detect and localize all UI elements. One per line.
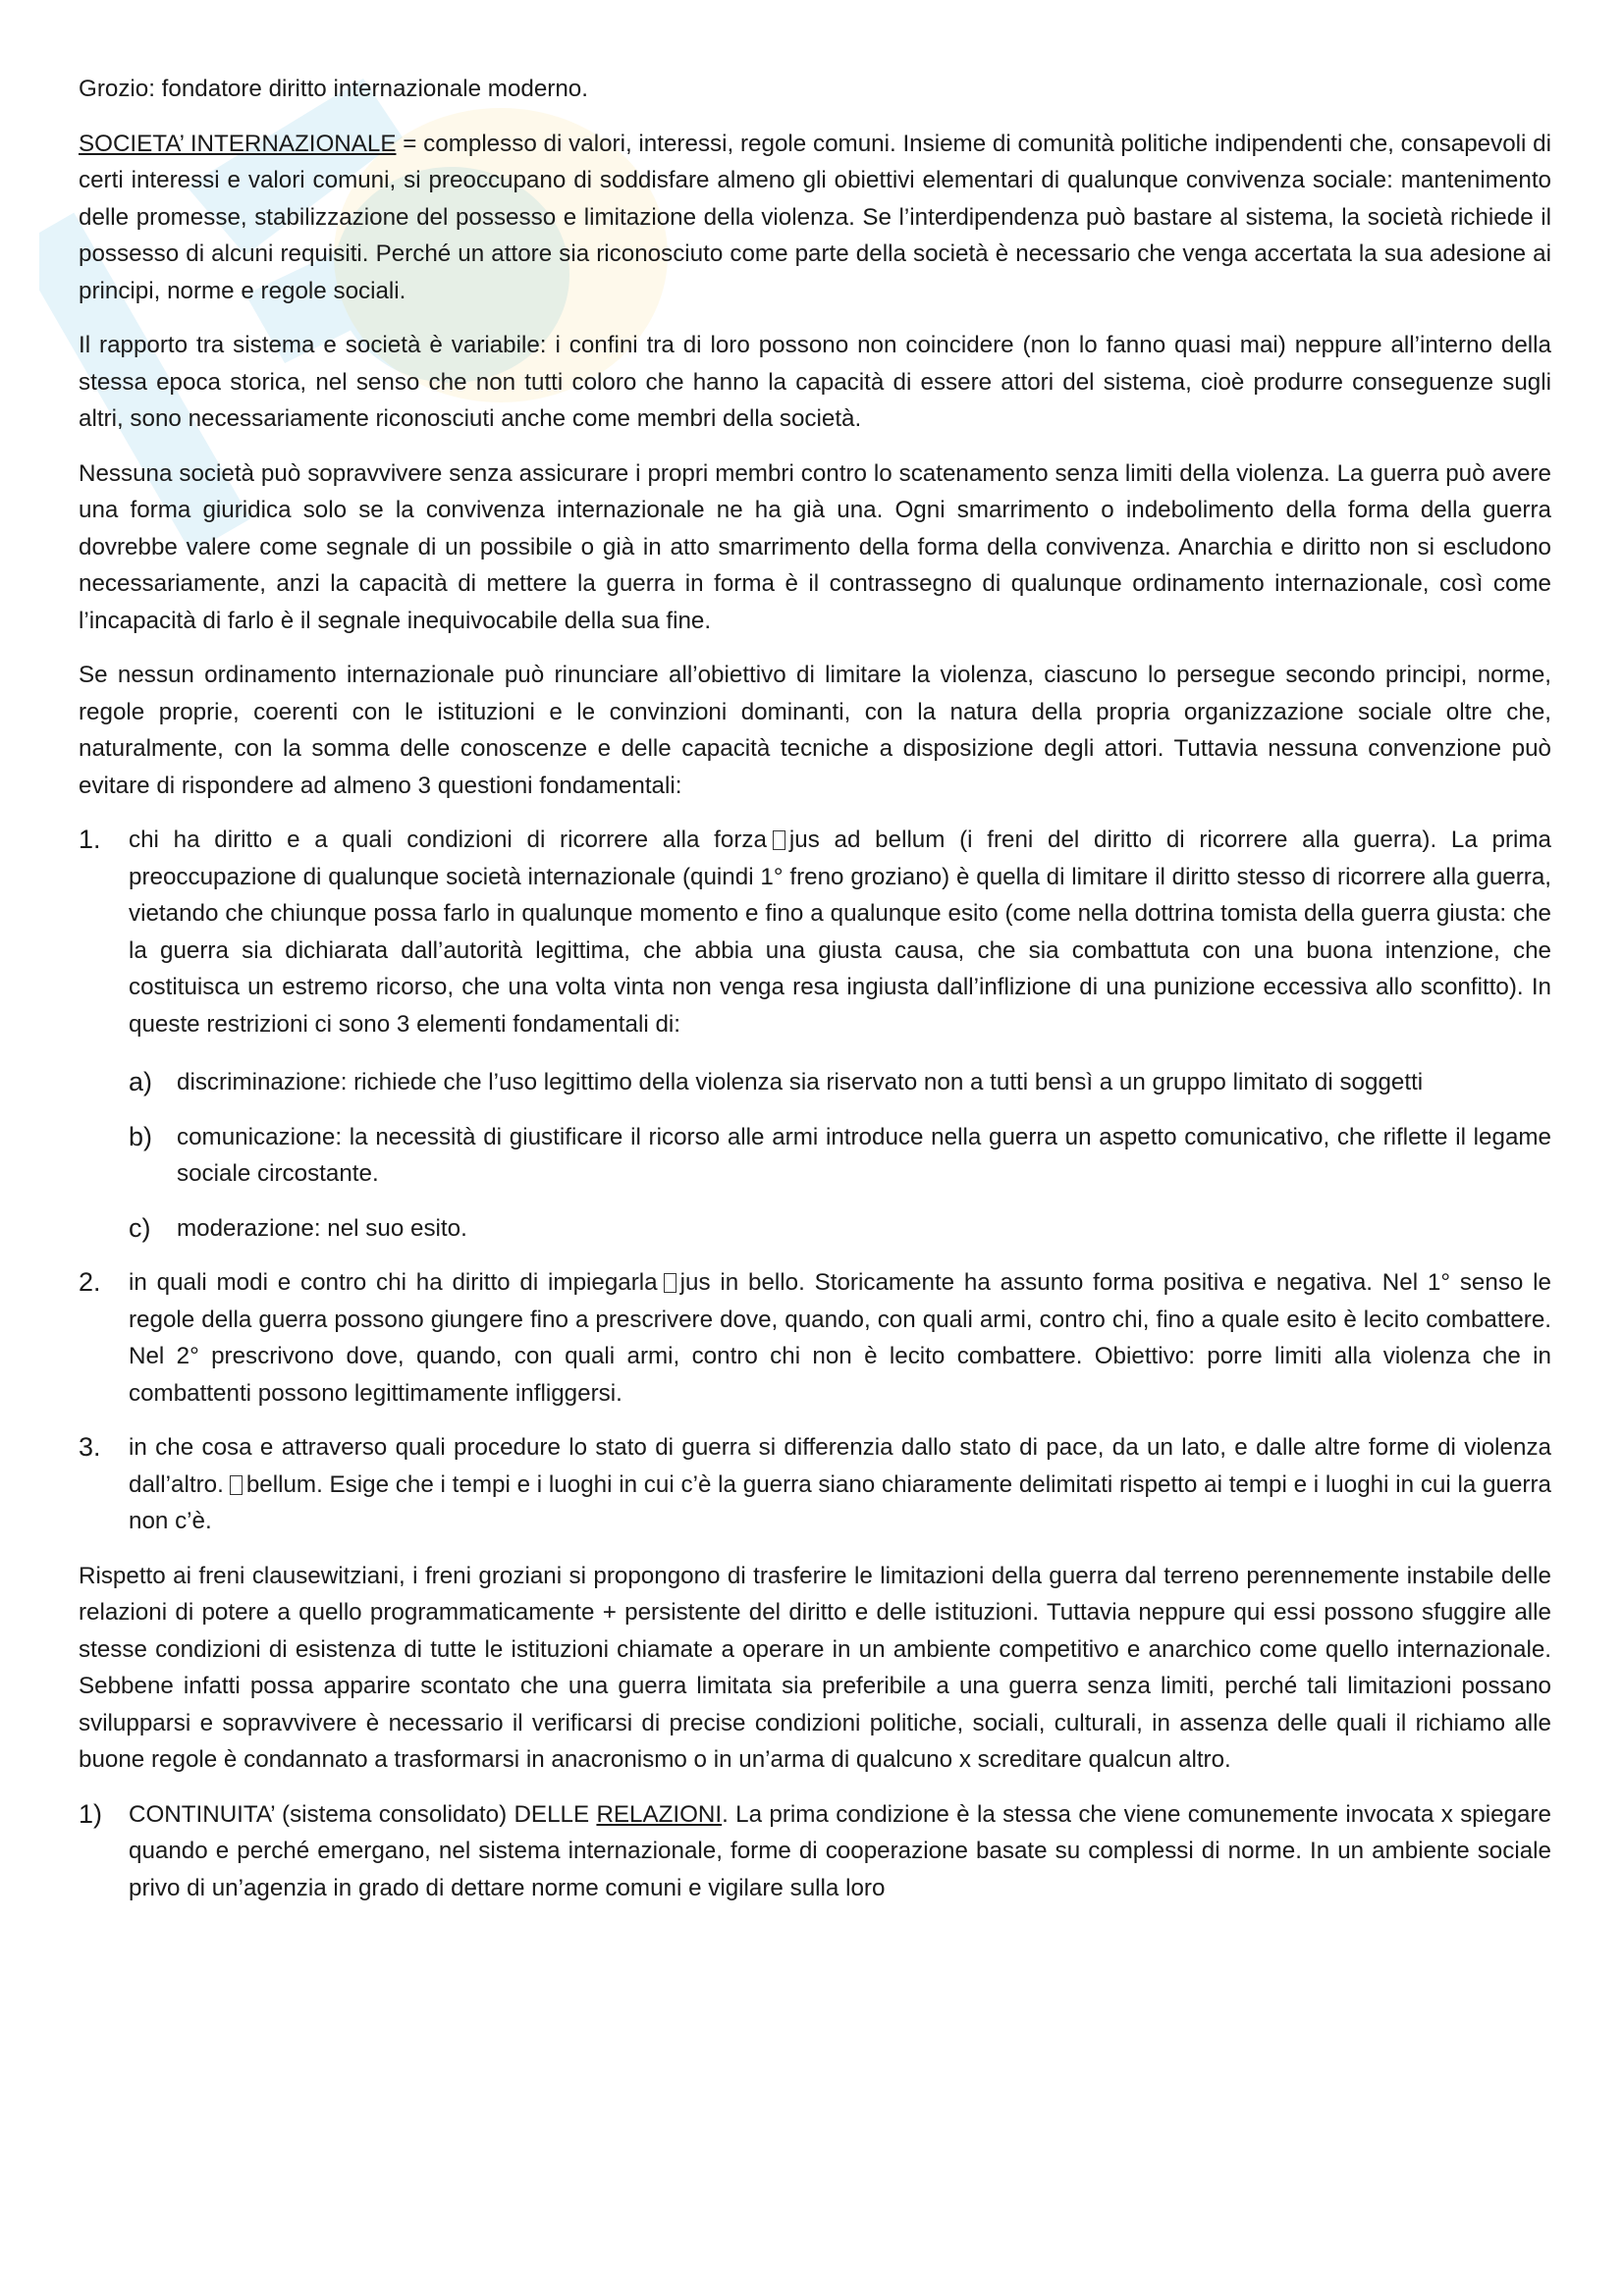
- question-1-text-b: jus ad bellum (i freni del diritto di ricorrere alla guerra). La prima preoccupazione di qualunque società internazionale (quindi 1° freno groziano) è quella di limitare il diritto stesso di ricorrere alla guerra, vietando che chiunque possa farlo in qualunque momento e fino a qualunque esito (come nella dottrina tomista della guerra giusta: che la guerra sia dichiarata dall’autorità legittima, che abbia una giusta causa, che sia combattuta con una buona intenzione, che costituisca un estremo ricorso, che una volta vinta non venga resa ingiusta dall’inflizione di una punizione eccessiva allo sconfitto). In queste restrizioni ci sono 3 elementi fondamentali di:: [129, 827, 1551, 1038]
- term-relazioni: RELAZIONI: [596, 1800, 723, 1828]
- question-3-text: [129, 1429, 1551, 1540]
- paragraph-societa-text: = complesso di valori, interessi, regole comuni. Insieme di comunità politiche indipendenti che, consapevoli di certi interessi e valori comuni, si preoccupano di soddisfare almeno gli obiettivi elementari di qualunque convivenza sociale: mantenimento delle promesse, stabilizzazione del possesso e limitazione della violenza. Se l’interdipendenza può bastare al sistema, la società richiede il possesso di alcuni requisiti. Perché un attore sia riconosciuto come parte della società è necessario che venga accertata la sua adesione ai principi, norme e regole sociali.: [79, 130, 1552, 304]
- sub-item-c-text: moderazione: nel suo esito.: [177, 1214, 467, 1242]
- sub-list: [129, 1064, 1551, 1247]
- sub-item-a-marker: a): [129, 1067, 153, 1096]
- paragraph-violenza: Nessuna società può sopravvivere senza assicurare i propri membri contro lo scatenamento senza limiti della violenza. La guerra può avere una forma giuridica solo se la convivenza internazionale ne ha già una. Ogni smarrimento o indebolimento della forma della guerra dovrebbe valere come segnale di un possibile o già in atto smarrimento della forma della convivenza. Anarchia e diritto non si escludono necessariamente, anzi la capacità di mettere la guerra in forma è il contrassegno di qualunque ordinamento internazionale, così come l’incapacità di farlo è il segnale inequivocabile della sua fine.: [79, 459, 1551, 634]
- sub-item-b: [129, 1119, 1551, 1193]
- question-1-text-a: chi ha diritto e a quali condizioni di ricorrere alla forza: [129, 827, 767, 853]
- condition-1-marker: 1): [79, 1798, 103, 1829]
- paragraph-ordinamento: Se nessun ordinamento internazionale può rinunciare all’obiettivo di limitare la violenza, ciascuno lo persegue secondo principi, norme, regole proprie, coerenti con le istituzioni e le convinzioni dominanti, con la natura della propria organizzazione sociale oltre che, naturalmente, con la somma delle conoscenze e delle capacità tecniche a disposizione degli attori. Tuttavia nessuna convenzione può evitare di rispondere ad almeno 3 questioni fondamentali:: [79, 662, 1551, 799]
- sub-item-b-text: comunicazione: la necessità di giustificare il ricorso alle armi introduce nella guerra un aspetto comunicativo, che riflette il legame sociale circostante.: [177, 1123, 1551, 1187]
- sub-item-b-marker: b): [129, 1121, 153, 1151]
- question-1-text: [129, 822, 1551, 1042]
- question-2-marker: 2.: [79, 1267, 101, 1297]
- sub-item-c: [129, 1210, 1551, 1248]
- condition-1-text: [129, 1796, 1551, 1907]
- question-2-text-b: jus in bello. Storicamente ha assunto forma positiva e negativa. Nel 1° senso le regole della guerra possono giungere fino a prescrivere dove, quando, con quali armi, contro chi, fino a quale esito è lecito combattere. Nel 2° prescrivono dove, quando, con quali armi, contro chi non è lecito combattere. Obiettivo: porre limiti alla violenza che in combattenti possono legittimamente infliggersi.: [129, 1269, 1552, 1407]
- condition-1-text-a: CONTINUITA’ (sistema consolidato) DELLE: [129, 1800, 597, 1828]
- arrow-glyph-icon: [773, 830, 785, 850]
- arrow-glyph-icon: [664, 1273, 676, 1293]
- condition-1: [79, 1796, 1551, 1907]
- condition-1-text-b: . La prima condizione è la stessa che viene comunemente invocata x spiegare quando e perché emergano, nel sistema internazionale, forme di cooperazione basate su complessi di norme. In un ambiente sociale privo di un’agenzia in grado di dettare norme comuni e vigilare sulla loro: [129, 1800, 1551, 1901]
- question-2: [79, 1264, 1551, 1412]
- paragraph-societa: [79, 126, 1551, 310]
- question-3-marker: 3.: [79, 1432, 101, 1462]
- question-2-text-a: in quali modi e contro chi ha diritto di impiegarla: [129, 1269, 658, 1296]
- sub-item-a: [129, 1064, 1551, 1101]
- question-2-text: [129, 1264, 1551, 1412]
- question-3-text-b: bellum. Esige che i tempi e i luoghi in cui c’è la guerra siano chiaramente delimitati rispetto ai tempi e i luoghi in cui la guerra non c’è.: [129, 1470, 1551, 1534]
- paragraph-freni: Rispetto ai freni clausewitziani, i freni groziani si propongono di trasferire le limitazioni della guerra dal terreno perennemente instabile delle relazioni di potere a quello programmaticamente + persistente del diritto e delle istituzioni. Tuttavia neppure qui essi possono sfuggire alle stesse condizioni di esistenza di tutte le istituzioni chiamate a operare in un ambiente competitivo e anarchico come quello internazionale. Sebbene infatti possa apparire scontato che una guerra limitata sia preferibile a una guerra senza limiti, perché tali limitazioni possano svilupparsi e sopravvivere è necessario il verificarsi di precise condizioni politiche, sociali, culturali, in assenza delle quali il richiamo alle buone regole è condannato a trasformarsi in anacronismo o in un’arma di qualcuno x screditare qualcun altro.: [79, 1562, 1551, 1773]
- paragraph-rapporto: Il rapporto tra sistema e società è variabile: i confini tra di loro possono non coincidere (non lo fanno quasi mai) neppure all’interno della stessa epoca storica, nel senso che non tutti coloro che hanno la capacità di essere attori del sistema, cioè produrre conseguenze sugli altri, sono necessariamente riconosciuti anche come membri della società.: [79, 332, 1551, 432]
- question-3-text-a: in che cosa e attraverso quali procedure lo stato di guerra si differenzia dallo stato di pace, da un lato, e dalle altre forme di violenza dall’altro.: [129, 1434, 1551, 1498]
- arrow-glyph-icon: [230, 1475, 243, 1495]
- question-1-marker: 1.: [79, 825, 101, 854]
- sub-item-c-marker: c): [129, 1212, 151, 1243]
- intro-line: Grozio: fondatore diritto internazionale moderno.: [79, 76, 588, 102]
- sub-item-a-text: discriminazione: richiede che l’uso legittimo della violenza sia riservato non a tutti bensì a un gruppo limitato di soggetti: [177, 1069, 1424, 1095]
- term-societa-internazionale: SOCIETA’ INTERNAZIONALE: [79, 130, 397, 157]
- question-1: [79, 822, 1551, 1247]
- question-3: [79, 1429, 1551, 1540]
- document-page: [79, 71, 1551, 1924]
